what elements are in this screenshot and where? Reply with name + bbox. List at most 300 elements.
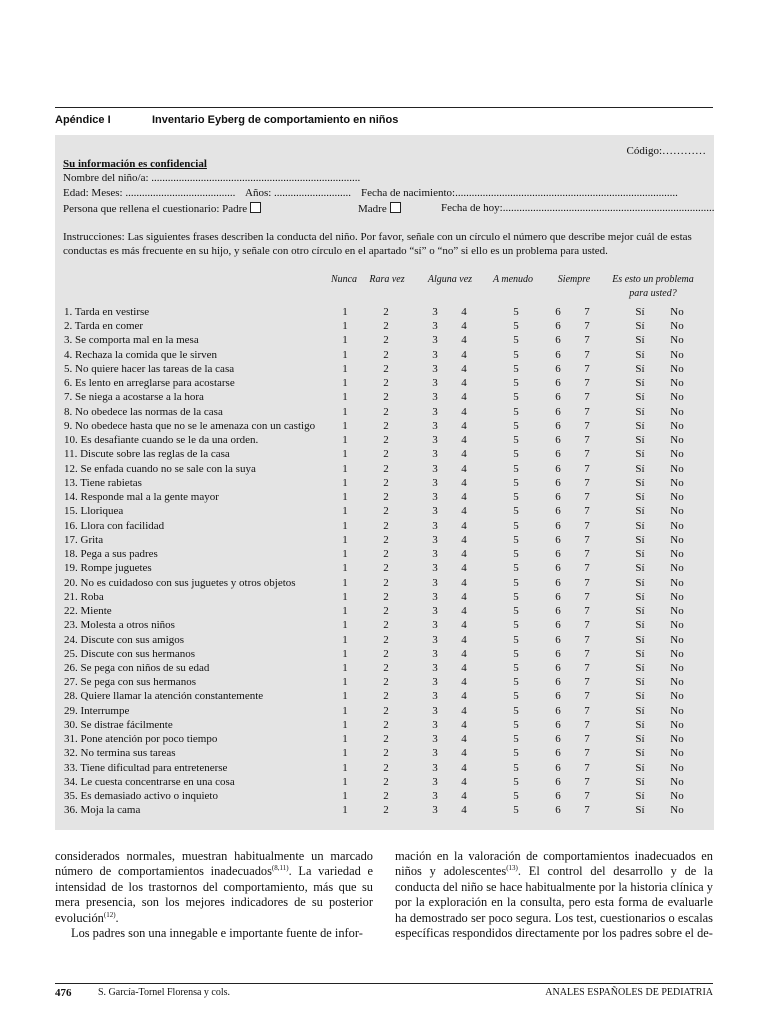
answer-yes[interactable]: Sí (635, 505, 645, 518)
scale-option-3[interactable]: 3 (432, 505, 438, 518)
scale-option-5[interactable]: 5 (513, 419, 519, 432)
scale-option-1[interactable]: 1 (342, 633, 348, 646)
answer-no[interactable]: No (670, 362, 684, 375)
scale-option-1[interactable]: 1 (342, 405, 348, 418)
scale-option-6[interactable]: 6 (555, 676, 561, 689)
scale-option-4[interactable]: 4 (461, 405, 467, 418)
scale-option-7[interactable]: 7 (584, 676, 590, 689)
scale-option-2[interactable]: 2 (383, 519, 389, 532)
scale-option-6[interactable]: 6 (555, 419, 561, 432)
scale-option-5[interactable]: 5 (513, 690, 519, 703)
scale-option-2[interactable]: 2 (383, 633, 389, 646)
scale-option-4[interactable]: 4 (461, 676, 467, 689)
scale-option-6[interactable]: 6 (555, 704, 561, 717)
scale-option-3[interactable]: 3 (432, 405, 438, 418)
answer-no[interactable]: No (670, 391, 684, 404)
scale-option-5[interactable]: 5 (513, 548, 519, 561)
scale-option-1[interactable]: 1 (342, 676, 348, 689)
scale-option-6[interactable]: 6 (555, 590, 561, 603)
scale-option-5[interactable]: 5 (513, 804, 519, 817)
scale-option-2[interactable]: 2 (383, 548, 389, 561)
scale-option-7[interactable]: 7 (584, 605, 590, 618)
scale-option-4[interactable]: 4 (461, 662, 467, 674)
scale-option-4[interactable]: 4 (461, 761, 467, 774)
scale-option-6[interactable]: 6 (555, 548, 561, 561)
scale-option-7[interactable]: 7 (584, 491, 590, 504)
father-checkbox[interactable] (250, 202, 261, 213)
answer-yes[interactable]: Sí (635, 804, 645, 817)
answer-no[interactable]: No (670, 718, 684, 731)
scale-option-1[interactable]: 1 (342, 334, 348, 347)
scale-option-7[interactable]: 7 (584, 804, 590, 817)
scale-option-5[interactable]: 5 (513, 334, 519, 347)
scale-option-6[interactable]: 6 (555, 505, 561, 518)
answer-no[interactable]: No (670, 334, 684, 347)
scale-option-5[interactable]: 5 (513, 476, 519, 489)
scale-option-6[interactable]: 6 (555, 619, 561, 632)
scale-option-1[interactable]: 1 (342, 761, 348, 774)
scale-option-4[interactable]: 4 (461, 519, 467, 532)
scale-option-6[interactable]: 6 (555, 662, 561, 674)
scale-option-6[interactable]: 6 (555, 348, 561, 361)
answer-no[interactable]: No (670, 704, 684, 717)
scale-option-6[interactable]: 6 (555, 434, 561, 447)
scale-option-4[interactable]: 4 (461, 590, 467, 603)
scale-option-6[interactable]: 6 (555, 491, 561, 504)
scale-option-2[interactable]: 2 (383, 619, 389, 632)
scale-option-1[interactable]: 1 (342, 662, 348, 674)
scale-option-5[interactable]: 5 (513, 377, 519, 390)
scale-option-1[interactable]: 1 (342, 704, 348, 717)
answer-no[interactable]: No (670, 676, 684, 689)
scale-option-1[interactable]: 1 (342, 733, 348, 746)
scale-option-1[interactable]: 1 (342, 590, 348, 603)
scale-option-4[interactable]: 4 (461, 362, 467, 375)
scale-option-1[interactable]: 1 (342, 718, 348, 731)
scale-option-7[interactable]: 7 (584, 519, 590, 532)
scale-option-3[interactable]: 3 (432, 690, 438, 703)
scale-option-2[interactable]: 2 (383, 306, 389, 318)
scale-option-4[interactable]: 4 (461, 320, 467, 333)
scale-option-2[interactable]: 2 (383, 562, 389, 575)
answer-yes[interactable]: Sí (635, 320, 645, 333)
scale-option-3[interactable]: 3 (432, 519, 438, 532)
scale-option-6[interactable]: 6 (555, 733, 561, 746)
scale-option-5[interactable]: 5 (513, 590, 519, 603)
scale-option-2[interactable]: 2 (383, 348, 389, 361)
scale-option-6[interactable]: 6 (555, 320, 561, 333)
scale-option-6[interactable]: 6 (555, 391, 561, 404)
scale-option-4[interactable]: 4 (461, 747, 467, 760)
answer-no[interactable]: No (670, 590, 684, 603)
answer-no[interactable]: No (670, 548, 684, 561)
scale-option-7[interactable]: 7 (584, 434, 590, 447)
answer-yes[interactable]: Sí (635, 718, 645, 731)
scale-option-4[interactable]: 4 (461, 718, 467, 731)
scale-option-2[interactable]: 2 (383, 505, 389, 518)
answer-yes[interactable]: Sí (635, 491, 645, 504)
scale-option-6[interactable]: 6 (555, 690, 561, 703)
scale-option-1[interactable]: 1 (342, 747, 348, 760)
scale-option-2[interactable]: 2 (383, 775, 389, 788)
mother-checkbox[interactable] (390, 202, 401, 213)
answer-no[interactable]: No (670, 576, 684, 589)
scale-option-1[interactable]: 1 (342, 476, 348, 489)
scale-option-3[interactable]: 3 (432, 662, 438, 674)
scale-option-2[interactable]: 2 (383, 476, 389, 489)
scale-option-7[interactable]: 7 (584, 562, 590, 575)
scale-option-2[interactable]: 2 (383, 605, 389, 618)
answer-yes[interactable]: Sí (635, 533, 645, 546)
scale-option-1[interactable]: 1 (342, 306, 348, 318)
scale-option-7[interactable]: 7 (584, 747, 590, 760)
scale-option-1[interactable]: 1 (342, 647, 348, 660)
scale-option-6[interactable]: 6 (555, 476, 561, 489)
scale-option-7[interactable]: 7 (584, 662, 590, 674)
scale-option-3[interactable]: 3 (432, 747, 438, 760)
scale-option-1[interactable]: 1 (342, 804, 348, 817)
scale-option-5[interactable]: 5 (513, 306, 519, 318)
scale-option-7[interactable]: 7 (584, 704, 590, 717)
answer-yes[interactable]: Sí (635, 306, 645, 318)
scale-option-7[interactable]: 7 (584, 476, 590, 489)
scale-option-3[interactable]: 3 (432, 391, 438, 404)
scale-option-1[interactable]: 1 (342, 348, 348, 361)
scale-option-4[interactable]: 4 (461, 462, 467, 475)
scale-option-2[interactable]: 2 (383, 690, 389, 703)
answer-yes[interactable]: Sí (635, 662, 645, 674)
scale-option-7[interactable]: 7 (584, 775, 590, 788)
scale-option-4[interactable]: 4 (461, 619, 467, 632)
scale-option-1[interactable]: 1 (342, 362, 348, 375)
scale-option-4[interactable]: 4 (461, 348, 467, 361)
answer-yes[interactable]: Sí (635, 434, 645, 447)
scale-option-2[interactable]: 2 (383, 391, 389, 404)
answer-no[interactable]: No (670, 448, 684, 461)
scale-option-5[interactable]: 5 (513, 747, 519, 760)
scale-option-2[interactable]: 2 (383, 590, 389, 603)
scale-option-6[interactable]: 6 (555, 462, 561, 475)
scale-option-5[interactable]: 5 (513, 533, 519, 546)
scale-option-6[interactable]: 6 (555, 519, 561, 532)
scale-option-3[interactable]: 3 (432, 718, 438, 731)
answer-no[interactable]: No (670, 804, 684, 817)
answer-yes[interactable]: Sí (635, 548, 645, 561)
scale-option-7[interactable]: 7 (584, 419, 590, 432)
scale-option-4[interactable]: 4 (461, 690, 467, 703)
scale-option-6[interactable]: 6 (555, 775, 561, 788)
answer-yes[interactable]: Sí (635, 519, 645, 532)
scale-option-1[interactable]: 1 (342, 448, 348, 461)
scale-option-6[interactable]: 6 (555, 533, 561, 546)
scale-option-7[interactable]: 7 (584, 590, 590, 603)
scale-option-3[interactable]: 3 (432, 790, 438, 803)
scale-option-4[interactable]: 4 (461, 434, 467, 447)
scale-option-5[interactable]: 5 (513, 647, 519, 660)
scale-option-6[interactable]: 6 (555, 747, 561, 760)
scale-option-4[interactable]: 4 (461, 334, 467, 347)
scale-option-2[interactable]: 2 (383, 718, 389, 731)
scale-option-4[interactable]: 4 (461, 605, 467, 618)
answer-yes[interactable]: Sí (635, 690, 645, 703)
scale-option-3[interactable]: 3 (432, 476, 438, 489)
scale-option-3[interactable]: 3 (432, 419, 438, 432)
scale-option-4[interactable]: 4 (461, 377, 467, 390)
scale-option-2[interactable]: 2 (383, 533, 389, 546)
scale-option-5[interactable]: 5 (513, 519, 519, 532)
answer-no[interactable]: No (670, 662, 684, 674)
scale-option-1[interactable]: 1 (342, 377, 348, 390)
scale-option-4[interactable]: 4 (461, 790, 467, 803)
answer-no[interactable]: No (670, 647, 684, 660)
answer-yes[interactable]: Sí (635, 362, 645, 375)
answer-yes[interactable]: Sí (635, 562, 645, 575)
scale-option-1[interactable]: 1 (342, 320, 348, 333)
scale-option-3[interactable]: 3 (432, 733, 438, 746)
scale-option-5[interactable]: 5 (513, 391, 519, 404)
scale-option-7[interactable]: 7 (584, 576, 590, 589)
answer-no[interactable]: No (670, 377, 684, 390)
scale-option-1[interactable]: 1 (342, 562, 348, 575)
answer-yes[interactable]: Sí (635, 576, 645, 589)
scale-option-6[interactable]: 6 (555, 377, 561, 390)
scale-option-2[interactable]: 2 (383, 704, 389, 717)
scale-option-6[interactable]: 6 (555, 761, 561, 774)
scale-option-5[interactable]: 5 (513, 733, 519, 746)
scale-option-2[interactable]: 2 (383, 761, 389, 774)
scale-option-5[interactable]: 5 (513, 462, 519, 475)
answer-yes[interactable]: Sí (635, 633, 645, 646)
answer-no[interactable]: No (670, 476, 684, 489)
scale-option-6[interactable]: 6 (555, 362, 561, 375)
scale-option-4[interactable]: 4 (461, 548, 467, 561)
answer-no[interactable]: No (670, 775, 684, 788)
answer-no[interactable]: No (670, 747, 684, 760)
answer-yes[interactable]: Sí (635, 619, 645, 632)
scale-option-3[interactable]: 3 (432, 306, 438, 318)
scale-option-2[interactable]: 2 (383, 804, 389, 817)
answer-yes[interactable]: Sí (635, 348, 645, 361)
scale-option-1[interactable]: 1 (342, 548, 348, 561)
scale-option-6[interactable]: 6 (555, 633, 561, 646)
scale-option-7[interactable]: 7 (584, 647, 590, 660)
scale-option-2[interactable]: 2 (383, 462, 389, 475)
answer-yes[interactable]: Sí (635, 405, 645, 418)
answer-yes[interactable]: Sí (635, 704, 645, 717)
scale-option-3[interactable]: 3 (432, 633, 438, 646)
scale-option-5[interactable]: 5 (513, 676, 519, 689)
scale-option-4[interactable]: 4 (461, 804, 467, 817)
answer-no[interactable]: No (670, 348, 684, 361)
answer-no[interactable]: No (670, 505, 684, 518)
scale-option-1[interactable]: 1 (342, 576, 348, 589)
scale-option-7[interactable]: 7 (584, 391, 590, 404)
scale-option-1[interactable]: 1 (342, 505, 348, 518)
scale-option-4[interactable]: 4 (461, 306, 467, 318)
scale-option-3[interactable]: 3 (432, 804, 438, 817)
scale-option-2[interactable]: 2 (383, 790, 389, 803)
scale-option-3[interactable]: 3 (432, 320, 438, 333)
scale-option-7[interactable]: 7 (584, 306, 590, 318)
answer-yes[interactable]: Sí (635, 775, 645, 788)
scale-option-4[interactable]: 4 (461, 448, 467, 461)
scale-option-5[interactable]: 5 (513, 704, 519, 717)
scale-option-6[interactable]: 6 (555, 405, 561, 418)
scale-option-5[interactable]: 5 (513, 718, 519, 731)
scale-option-2[interactable]: 2 (383, 419, 389, 432)
answer-no[interactable]: No (670, 405, 684, 418)
answer-yes[interactable]: Sí (635, 419, 645, 432)
scale-option-1[interactable]: 1 (342, 519, 348, 532)
scale-option-4[interactable]: 4 (461, 491, 467, 504)
answer-no[interactable]: No (670, 790, 684, 803)
scale-option-5[interactable]: 5 (513, 619, 519, 632)
answer-no[interactable]: No (670, 605, 684, 618)
answer-no[interactable]: No (670, 633, 684, 646)
scale-option-2[interactable]: 2 (383, 733, 389, 746)
scale-option-3[interactable]: 3 (432, 562, 438, 575)
answer-yes[interactable]: Sí (635, 462, 645, 475)
answer-no[interactable]: No (670, 533, 684, 546)
scale-option-5[interactable]: 5 (513, 448, 519, 461)
scale-option-7[interactable]: 7 (584, 718, 590, 731)
answer-no[interactable]: No (670, 562, 684, 575)
scale-option-7[interactable]: 7 (584, 348, 590, 361)
scale-option-1[interactable]: 1 (342, 605, 348, 618)
scale-option-3[interactable]: 3 (432, 348, 438, 361)
scale-option-4[interactable]: 4 (461, 775, 467, 788)
answer-yes[interactable]: Sí (635, 676, 645, 689)
scale-option-2[interactable]: 2 (383, 491, 389, 504)
answer-no[interactable]: No (670, 306, 684, 318)
answer-yes[interactable]: Sí (635, 334, 645, 347)
scale-option-6[interactable]: 6 (555, 647, 561, 660)
scale-option-7[interactable]: 7 (584, 790, 590, 803)
answer-no[interactable]: No (670, 491, 684, 504)
scale-option-5[interactable]: 5 (513, 761, 519, 774)
scale-option-6[interactable]: 6 (555, 605, 561, 618)
scale-option-3[interactable]: 3 (432, 676, 438, 689)
scale-option-3[interactable]: 3 (432, 377, 438, 390)
scale-option-4[interactable]: 4 (461, 704, 467, 717)
scale-option-5[interactable]: 5 (513, 562, 519, 575)
scale-option-2[interactable]: 2 (383, 747, 389, 760)
scale-option-5[interactable]: 5 (513, 405, 519, 418)
scale-option-5[interactable]: 5 (513, 633, 519, 646)
scale-option-3[interactable]: 3 (432, 576, 438, 589)
scale-option-5[interactable]: 5 (513, 362, 519, 375)
scale-option-3[interactable]: 3 (432, 462, 438, 475)
scale-option-1[interactable]: 1 (342, 690, 348, 703)
scale-option-1[interactable]: 1 (342, 419, 348, 432)
scale-option-5[interactable]: 5 (513, 505, 519, 518)
scale-option-2[interactable]: 2 (383, 434, 389, 447)
answer-no[interactable]: No (670, 434, 684, 447)
scale-option-6[interactable]: 6 (555, 306, 561, 318)
scale-option-7[interactable]: 7 (584, 405, 590, 418)
scale-option-7[interactable]: 7 (584, 377, 590, 390)
scale-option-2[interactable]: 2 (383, 362, 389, 375)
scale-option-6[interactable]: 6 (555, 790, 561, 803)
scale-option-5[interactable]: 5 (513, 775, 519, 788)
scale-option-3[interactable]: 3 (432, 704, 438, 717)
answer-no[interactable]: No (670, 690, 684, 703)
scale-option-4[interactable]: 4 (461, 533, 467, 546)
answer-no[interactable]: No (670, 761, 684, 774)
scale-option-6[interactable]: 6 (555, 334, 561, 347)
answer-no[interactable]: No (670, 519, 684, 532)
scale-option-3[interactable]: 3 (432, 548, 438, 561)
scale-option-3[interactable]: 3 (432, 775, 438, 788)
scale-option-2[interactable]: 2 (383, 448, 389, 461)
scale-option-5[interactable]: 5 (513, 320, 519, 333)
scale-option-4[interactable]: 4 (461, 476, 467, 489)
answer-yes[interactable]: Sí (635, 590, 645, 603)
scale-option-5[interactable]: 5 (513, 348, 519, 361)
scale-option-4[interactable]: 4 (461, 391, 467, 404)
answer-yes[interactable]: Sí (635, 448, 645, 461)
scale-option-3[interactable]: 3 (432, 362, 438, 375)
scale-option-7[interactable]: 7 (584, 619, 590, 632)
answer-no[interactable]: No (670, 619, 684, 632)
scale-option-5[interactable]: 5 (513, 434, 519, 447)
scale-option-7[interactable]: 7 (584, 462, 590, 475)
answer-yes[interactable]: Sí (635, 747, 645, 760)
answer-yes[interactable]: Sí (635, 476, 645, 489)
scale-option-7[interactable]: 7 (584, 362, 590, 375)
scale-option-6[interactable]: 6 (555, 718, 561, 731)
scale-option-4[interactable]: 4 (461, 576, 467, 589)
scale-option-3[interactable]: 3 (432, 619, 438, 632)
scale-option-2[interactable]: 2 (383, 647, 389, 660)
scale-option-7[interactable]: 7 (584, 633, 590, 646)
scale-option-3[interactable]: 3 (432, 533, 438, 546)
scale-option-1[interactable]: 1 (342, 491, 348, 504)
scale-option-7[interactable]: 7 (584, 533, 590, 546)
scale-option-7[interactable]: 7 (584, 761, 590, 774)
scale-option-2[interactable]: 2 (383, 405, 389, 418)
scale-option-1[interactable]: 1 (342, 434, 348, 447)
scale-option-7[interactable]: 7 (584, 690, 590, 703)
scale-option-3[interactable]: 3 (432, 334, 438, 347)
scale-option-3[interactable]: 3 (432, 590, 438, 603)
scale-option-4[interactable]: 4 (461, 633, 467, 646)
scale-option-2[interactable]: 2 (383, 676, 389, 689)
scale-option-3[interactable]: 3 (432, 434, 438, 447)
scale-option-3[interactable]: 3 (432, 491, 438, 504)
scale-option-5[interactable]: 5 (513, 790, 519, 803)
scale-option-2[interactable]: 2 (383, 576, 389, 589)
answer-yes[interactable]: Sí (635, 391, 645, 404)
answer-yes[interactable]: Sí (635, 605, 645, 618)
scale-option-4[interactable]: 4 (461, 562, 467, 575)
scale-option-6[interactable]: 6 (555, 448, 561, 461)
scale-option-5[interactable]: 5 (513, 662, 519, 674)
scale-option-5[interactable]: 5 (513, 491, 519, 504)
answer-no[interactable]: No (670, 320, 684, 333)
answer-yes[interactable]: Sí (635, 790, 645, 803)
answer-yes[interactable]: Sí (635, 377, 645, 390)
scale-option-4[interactable]: 4 (461, 733, 467, 746)
answer-yes[interactable]: Sí (635, 761, 645, 774)
scale-option-6[interactable]: 6 (555, 576, 561, 589)
scale-option-2[interactable]: 2 (383, 377, 389, 390)
scale-option-1[interactable]: 1 (342, 790, 348, 803)
scale-option-1[interactable]: 1 (342, 462, 348, 475)
scale-option-2[interactable]: 2 (383, 662, 389, 674)
scale-option-4[interactable]: 4 (461, 647, 467, 660)
scale-option-6[interactable]: 6 (555, 562, 561, 575)
